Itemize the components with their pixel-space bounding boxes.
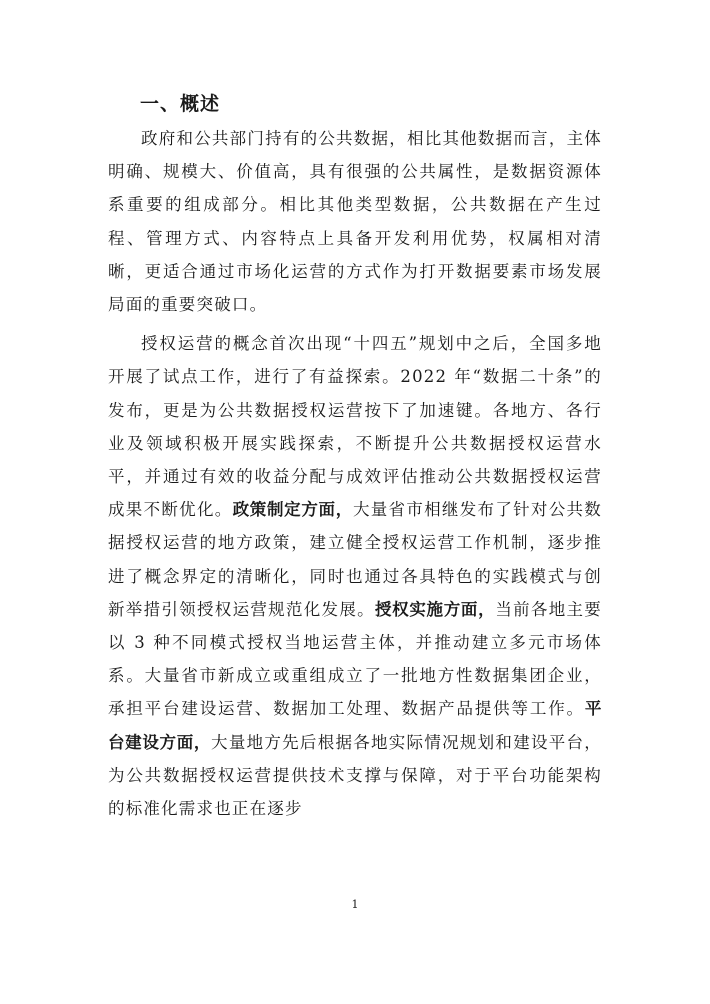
bold-policy-heading: 政策制定方面， xyxy=(232,500,353,520)
bold-implementation-heading: 授权实施方面， xyxy=(374,599,496,619)
paragraph-policy-text: 大量省市相继发布了针对公共数据授权运营的地方政策，建立健全授权运营工作机制，逐步推进了概念界定的清晰化，同时也通过各具特色的实践模式与创新举措引领授权运营规范化发展。 xyxy=(108,500,602,619)
section-heading: 一、概述 xyxy=(140,93,221,115)
document-page xyxy=(108,86,602,831)
paragraph-platform-text: 大量地方先后根据各地实际情况规划和建设平台，为公共数据授权运营提供技术支撑与保障，对于平台功能架构的标准化需求也正在逐步 xyxy=(108,732,602,819)
paragraph-overview xyxy=(108,122,602,321)
bold-platform-heading: 平台建设方面， xyxy=(108,699,602,752)
paragraph-authorization xyxy=(108,327,602,825)
paragraph-authorization-intro: 授权运营的概念首次出现“十四五”规划中之后，全国多地开展了试点工作，进行了有益探索。2022 年“数据二十条”的发布，更是为公共数据授权运营按下了加速键。各地方、各行业及领域积极开展实践探索，不断提升公共数据授权运营水平，并通过有效的收益分配与成效评估推动公共数据授权运营成果不断优化。 xyxy=(108,334,602,520)
page-number: 1 xyxy=(351,898,359,911)
paragraph-overview-text: 政府和公共部门持有的公共数据，相比其他数据而言，主体明确、规模大、价值高，具有很强的公共属性，是数据资源体系重要的组成部分。相比其他类型数据，公共数据在产生过程、管理方式、内容特点上具备开发利用优势，权属相对清晰，更适合通过市场化运营的方式作为打开数据要素市场发展局面的重要突破口。 xyxy=(108,129,602,315)
paragraph-implementation-text: 当前各地主要以 3 种不同模式授权当地运营主体，并推动建立多元市场体系。大量省市新成立或重组成立了一批地方性数据集团企业，承担平台建设运营、数据加工处理、数据产品提供等工作。 xyxy=(108,599,603,719)
